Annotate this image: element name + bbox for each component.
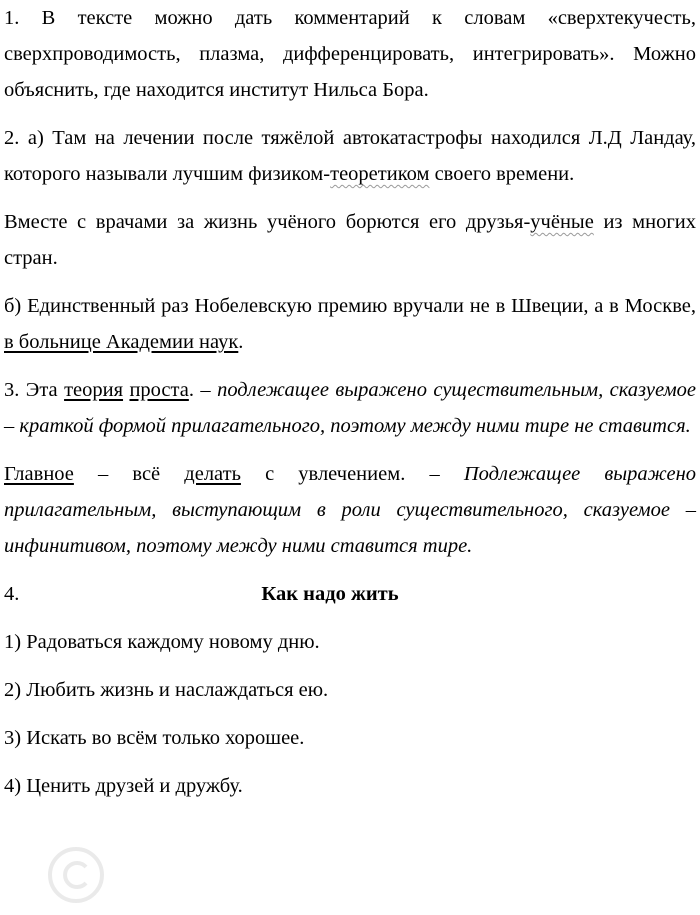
list-item: 3) Искать во всём только хорошее.	[4, 727, 305, 749]
paragraph-3-second-mid: – всё	[73, 463, 185, 485]
paragraph-2a-second-text: Вместе с врачами за жизнь учёного борются его друзья-	[4, 211, 531, 233]
predicate-word-2: делать	[184, 463, 241, 485]
spellcheck-word-teoretikom: теоретиком	[330, 163, 430, 185]
list-item: 4) Ценить друзей и дружбу.	[4, 775, 243, 797]
predicate-word: проста	[129, 379, 189, 401]
paragraph-3-second-rest: с увлечением. –	[240, 463, 464, 485]
document-page	[4, 0, 696, 804]
paragraph-2a-second-end: из многих стран.	[4, 211, 696, 269]
paragraph-2b	[4, 288, 696, 360]
grammar-comment: подлежащее выражено существительным, сказуемое – краткой формой прилагательного, поэтому между ними тире не ставится.	[4, 379, 697, 437]
list-item: 1) Радоваться каждому новому дню.	[4, 631, 320, 653]
paragraph-3-num: 3. Эта	[4, 379, 65, 401]
subject-word: теория	[64, 379, 124, 401]
heading-title: Как надо жить	[261, 583, 399, 605]
subject-word-2: Главное	[4, 463, 74, 485]
paragraph-1: 1. В тексте можно дать комментарий к словам «сверхтекучесть, сверхпроводимость, плазма, дифференцировать, интегрировать». Можно объяснить, где находится институт Нильса Бора.	[4, 7, 696, 101]
paragraph-2b-text: б) Единственный раз Нобелевскую премию вручали не в Швеции, а в Москве,	[4, 295, 696, 317]
paragraph-2a-end: своего времени.	[429, 163, 575, 185]
paragraph-3	[4, 372, 696, 444]
paragraph-2b-end: .	[238, 331, 244, 353]
list-item: 2) Любить жизнь и наслаждаться ею.	[4, 679, 329, 701]
section-heading	[4, 576, 696, 612]
copyright-icon	[46, 845, 106, 905]
paragraph-3-second	[4, 456, 696, 564]
heading-number: 4.	[4, 583, 20, 605]
paragraph-3-dash: . –	[188, 379, 218, 401]
paragraph-2a-text: 2. а) Там на лечении после тяжёлой автокатастрофы находился Л.Д Ландау, которого называли лучшим физиком-	[4, 127, 696, 185]
grammar-comment-2: Подлежащее выражено прилагательным, выступающим в роли существительного, сказуемое – инфинитивом, поэтому между ними ставится тире.	[4, 463, 696, 557]
paragraph-2a	[4, 120, 696, 192]
spellcheck-word-uchenye: учёные	[530, 211, 594, 233]
underlined-phrase: в больнице Академии наук	[4, 331, 239, 353]
paragraph-2a-second	[4, 204, 696, 276]
